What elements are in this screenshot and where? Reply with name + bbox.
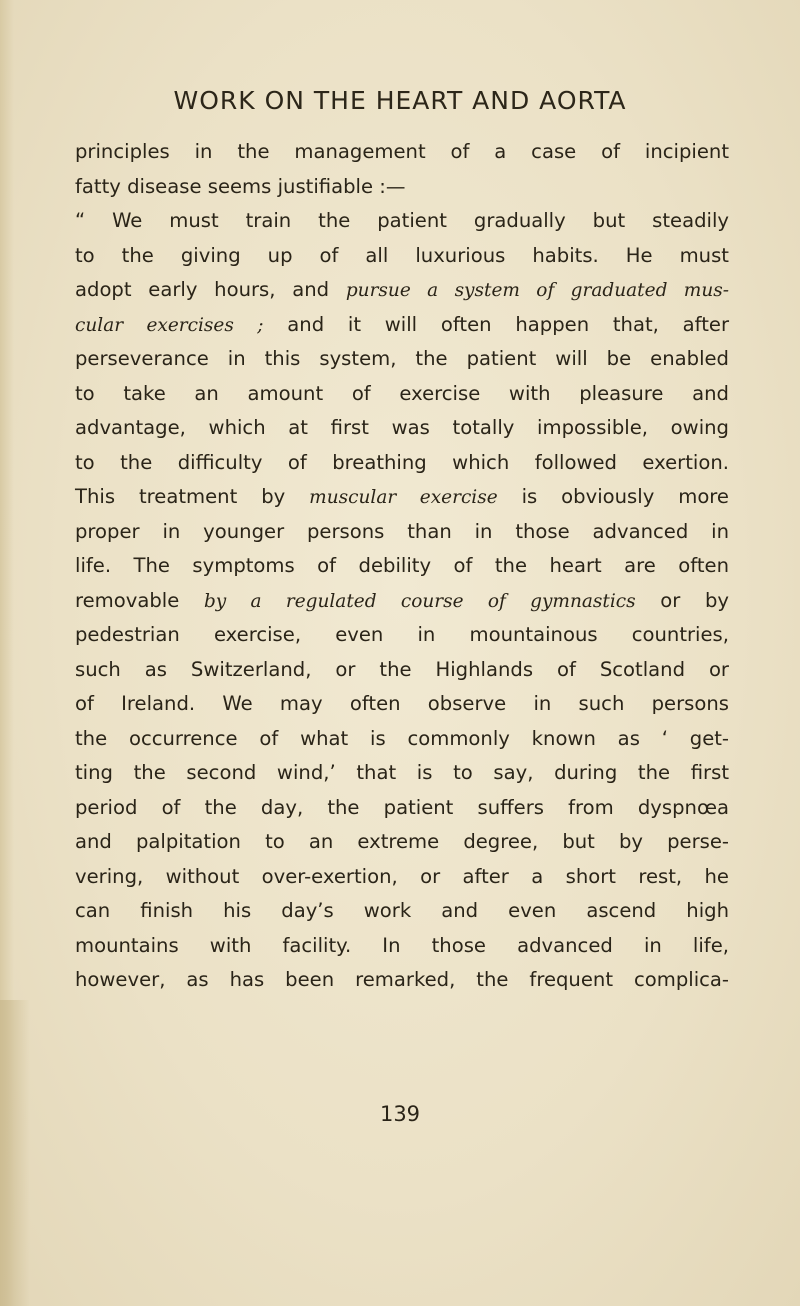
text-line [75, 929, 729, 964]
text-span: can finish his day’s work and even ascend high [75, 899, 729, 922]
italic-text: muscular exercise [309, 487, 498, 508]
text-span: adopt early hours, and [75, 278, 346, 301]
text-span: and palpitation to an extreme degree, but by perse- [75, 830, 729, 853]
page-binding-shadow [0, 1000, 30, 1306]
body-text [75, 135, 729, 998]
text-span: ting the second wind,’ that is to say, during the first [75, 761, 729, 784]
text-span: to the giving up of all luxurious habits. He must [75, 243, 729, 267]
text-span: and it will often happen that, after [263, 312, 729, 336]
text-span: to the difficulty of breathing which followed exertion. [75, 450, 729, 474]
italic-text: cular exercises ; [75, 314, 264, 336]
italic-text: pursue a system of graduated mus- [345, 280, 729, 301]
text-span: of Ireland. We may often observe in such persons [75, 692, 729, 715]
text-line [75, 480, 729, 515]
text-line [75, 963, 729, 998]
text-line [75, 584, 729, 619]
text-line [75, 549, 729, 584]
text-line [75, 791, 729, 826]
text-line [75, 273, 729, 308]
text-line [75, 722, 729, 757]
text-span: proper in younger persons than in those advanced in [75, 519, 729, 543]
text-span: to take an amount of exercise with pleasure and [75, 381, 729, 405]
text-span: removable [75, 588, 204, 612]
text-line [75, 687, 729, 722]
text-line [75, 342, 729, 377]
text-line [75, 618, 729, 653]
text-line [75, 135, 729, 170]
page-number: 139 [379, 1102, 421, 1126]
text-line [75, 756, 729, 791]
text-span: or by [635, 588, 729, 612]
text-line [75, 894, 729, 929]
text-span: principles in the management of a case of incipient [75, 140, 729, 163]
text-span: This treatment by [75, 485, 310, 508]
text-line [75, 308, 729, 343]
text-span: such as Switzerland, or the Highlands of Scotland or [75, 657, 729, 681]
text-line [75, 204, 729, 239]
running-head: WORK ON THE HEART AND AORTA [173, 86, 627, 115]
text-span: is obviously more [497, 485, 729, 508]
text-line [75, 377, 729, 412]
text-span: advantage, which at first was totally impossible, owing [75, 416, 729, 439]
text-span: period of the day, the patient suffers from dyspnœa [75, 795, 729, 819]
text-line [75, 239, 729, 274]
text-span: “ We must train the patient gradually but steadily [75, 209, 729, 232]
text-line [75, 446, 729, 481]
text-line [75, 860, 729, 895]
text-span: pedestrian exercise, even in mountainous countries, [75, 623, 729, 646]
text-span: fatty disease seems justifiable :— [75, 174, 406, 198]
text-line [75, 653, 729, 688]
text-span: perseverance in this system, the patient will be enabled [75, 347, 729, 370]
text-line [75, 515, 729, 550]
text-span: vering, without over-exertion, or after a short rest, he [75, 864, 729, 888]
text-line [75, 170, 729, 205]
text-line [75, 411, 729, 446]
text-span: however, as has been remarked, the frequent complica- [75, 968, 729, 991]
italic-text: by a regulated course of gymnastics [203, 590, 636, 612]
text-span: mountains with facility. In those advanced in life, [75, 933, 729, 957]
text-line [75, 825, 729, 860]
text-span: life. The symptoms of debility of the heart are often [75, 554, 729, 577]
text-span: the occurrence of what is commonly known as ‘ get- [75, 726, 729, 750]
